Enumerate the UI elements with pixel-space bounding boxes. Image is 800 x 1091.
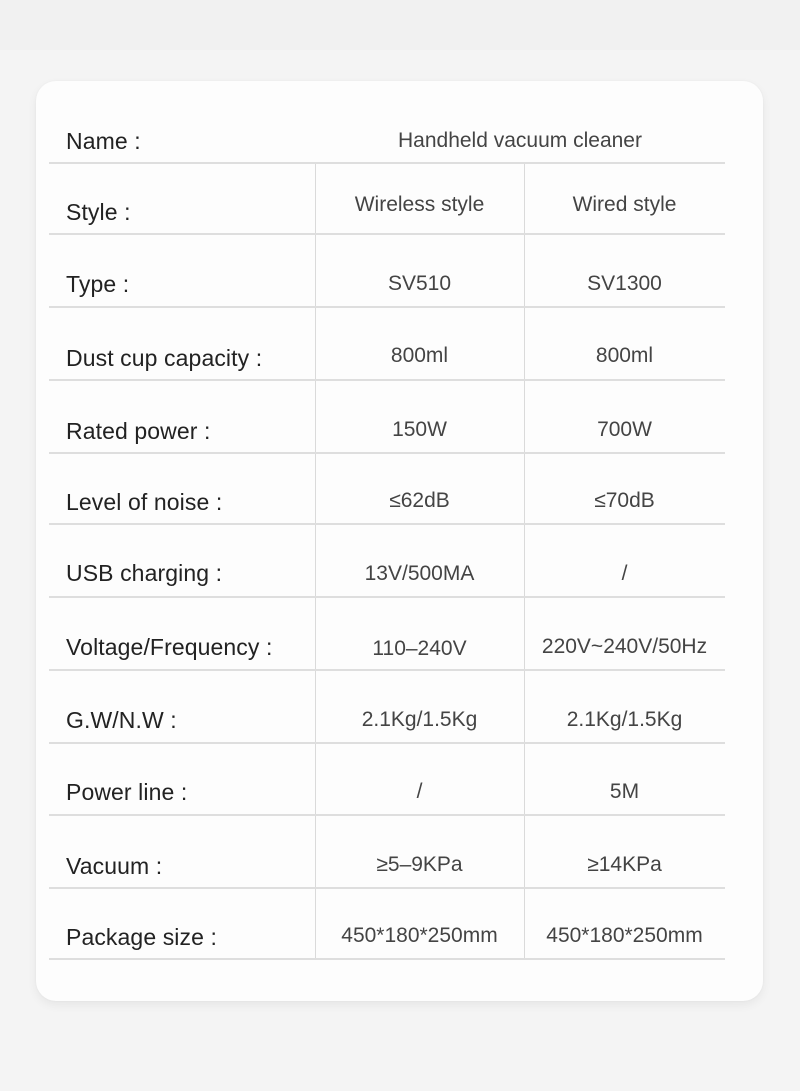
row-label: Level of noise : bbox=[66, 489, 223, 515]
wired-value: ≤70dB bbox=[594, 489, 655, 512]
wireless-value: SV510 bbox=[387, 272, 452, 295]
table-row-power-line bbox=[49, 744, 725, 816]
wireless-value: 800ml bbox=[390, 344, 449, 367]
wireless-value: 150W bbox=[392, 418, 447, 441]
wired-value: 5M bbox=[609, 780, 640, 803]
row-label: G.W/N.W : bbox=[66, 707, 177, 733]
table-row-name bbox=[49, 117, 725, 164]
row-label: Style : bbox=[66, 199, 131, 225]
table-row-usb-charging bbox=[49, 525, 725, 598]
row-label: Package size : bbox=[66, 924, 217, 950]
table-row-vacuum bbox=[49, 816, 725, 889]
wireless-value: 450*180*250mm bbox=[341, 924, 498, 947]
wireless-value: 2.1Kg/1.5Kg bbox=[361, 708, 478, 731]
row-label: USB charging : bbox=[66, 560, 223, 586]
spec-table bbox=[49, 117, 725, 960]
wireless-value: 110–240V bbox=[372, 637, 467, 660]
wired-value: 220V~240V/50Hz bbox=[541, 635, 708, 658]
wireless-value: 13V/500MA bbox=[364, 562, 475, 585]
wireless-value: ≤62dB bbox=[389, 489, 450, 512]
table-row-type bbox=[49, 235, 725, 308]
wired-value: 450*180*250mm bbox=[546, 924, 703, 947]
row-label: Voltage/Frequency : bbox=[66, 634, 273, 660]
wired-value: ≥14KPa bbox=[587, 853, 662, 876]
top-background-band bbox=[0, 0, 800, 50]
product-name-value: Handheld vacuum cleaner bbox=[398, 129, 642, 152]
wired-column-header: Wired style bbox=[572, 193, 677, 216]
wired-value: 800ml bbox=[595, 344, 654, 367]
row-label: Dust cup capacity : bbox=[66, 345, 263, 371]
table-row-voltage bbox=[49, 598, 725, 671]
table-row-style bbox=[49, 164, 725, 235]
wired-value: 700W bbox=[597, 418, 652, 441]
row-label: Rated power : bbox=[66, 418, 211, 444]
wireless-value: ≥5–9KPa bbox=[376, 853, 463, 876]
table-row-package-size bbox=[49, 889, 725, 960]
wireless-value: / bbox=[416, 780, 423, 803]
row-label: Vacuum : bbox=[66, 853, 163, 879]
table-row-dust-cup bbox=[49, 308, 725, 381]
row-label: Name : bbox=[66, 128, 141, 154]
table-row-noise bbox=[49, 454, 725, 525]
row-label: Type : bbox=[66, 271, 130, 297]
row-label: Power line : bbox=[66, 779, 188, 805]
wired-value: 2.1Kg/1.5Kg bbox=[566, 708, 683, 731]
wired-value: / bbox=[621, 562, 628, 585]
table-row-rated-power bbox=[49, 381, 725, 454]
wired-value: SV1300 bbox=[587, 272, 662, 295]
table-row-weight bbox=[49, 671, 725, 744]
wireless-column-header: Wireless style bbox=[354, 193, 485, 216]
